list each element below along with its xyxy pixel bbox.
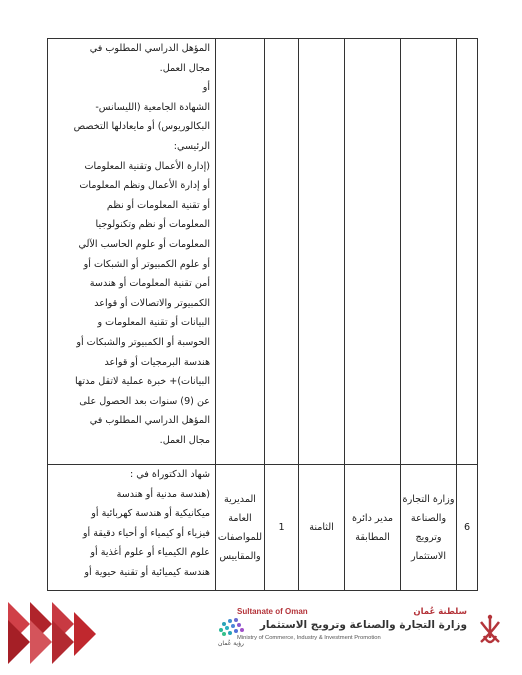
sultanate-en: Sultanate of Oman [237, 607, 308, 616]
page-footer [0, 596, 522, 675]
table-row [48, 39, 478, 465]
vision-logo-text: رؤية عُمان [218, 640, 244, 647]
number-cell: 6 [457, 465, 478, 591]
job-title-cell: مدير دائرة المطابقة [345, 465, 401, 591]
empty-cell [299, 39, 345, 465]
ministry-en: Ministry of Commerce, Industry & Investment Promotion [237, 635, 381, 641]
empty-cell [457, 39, 478, 465]
ministry-cell: وزارة التجارة والصناعة وترويج الاستثمار [401, 465, 457, 591]
empty-cell [345, 39, 401, 465]
qualification-cell: شهاد الدكتوراة في : (هندسة مدنية أو هندسة ميكانيكية أو هندسة كهربائية أو فيزياء أو كيمياء أو أحياء دقيقة أو علوم الكيمياء أو علوم أغذية أو هندسة كيميائية أو تقنية حيوية أو [48, 465, 216, 591]
triangle-pattern [8, 602, 108, 664]
qualification-cell: المؤهل الدراسي المطلوب في مجال العمل. أو الشهادة الجامعية (الليسانس- البكالوريوس) أو مايعادلها التخصص الرئيسي: (إدارة الأعمال وتقنية المعلومات أو إدارة الأعمال ونظم المعلومات أو تقنية المعلومات أو نظم المعلومات أو نظم وتكنولوجيا المعلومات أو علوم الحاسب الآلي أو علوم الكمبيوتر أو الشبكات أو أمن تقنية المعلومات أو هندسة الكمبيوتر والاتصالات أو قواعد البيانات أو تقنية المعلومات و الحوسبة أو الكمبيوتر والشبكات أو هندسة البرمجيات أو قواعد البيانات)+ خبرة عملية لاتقل مدتها عن (9) سنوات بعد الحصول على المؤهل الدراسي المطلوب في مجال العمل. [48, 39, 216, 465]
empty-cell [265, 39, 299, 465]
sultanate-ar: سلطنة عُمان [413, 607, 467, 617]
count-cell: 1 [265, 465, 299, 591]
empty-cell [401, 39, 457, 465]
jobs-table [47, 38, 478, 591]
directorate-cell: المديرية العامة للمواصفات والمقاييس [216, 465, 265, 591]
oman-emblem-icon [475, 612, 505, 652]
table-row [48, 465, 478, 591]
ministry-ar: وزارة التجارة والصناعة وترويج الاستثمار [259, 619, 467, 631]
grade-cell: الثامنة [299, 465, 345, 591]
empty-cell [216, 39, 265, 465]
ministry-logo-text [237, 607, 467, 641]
